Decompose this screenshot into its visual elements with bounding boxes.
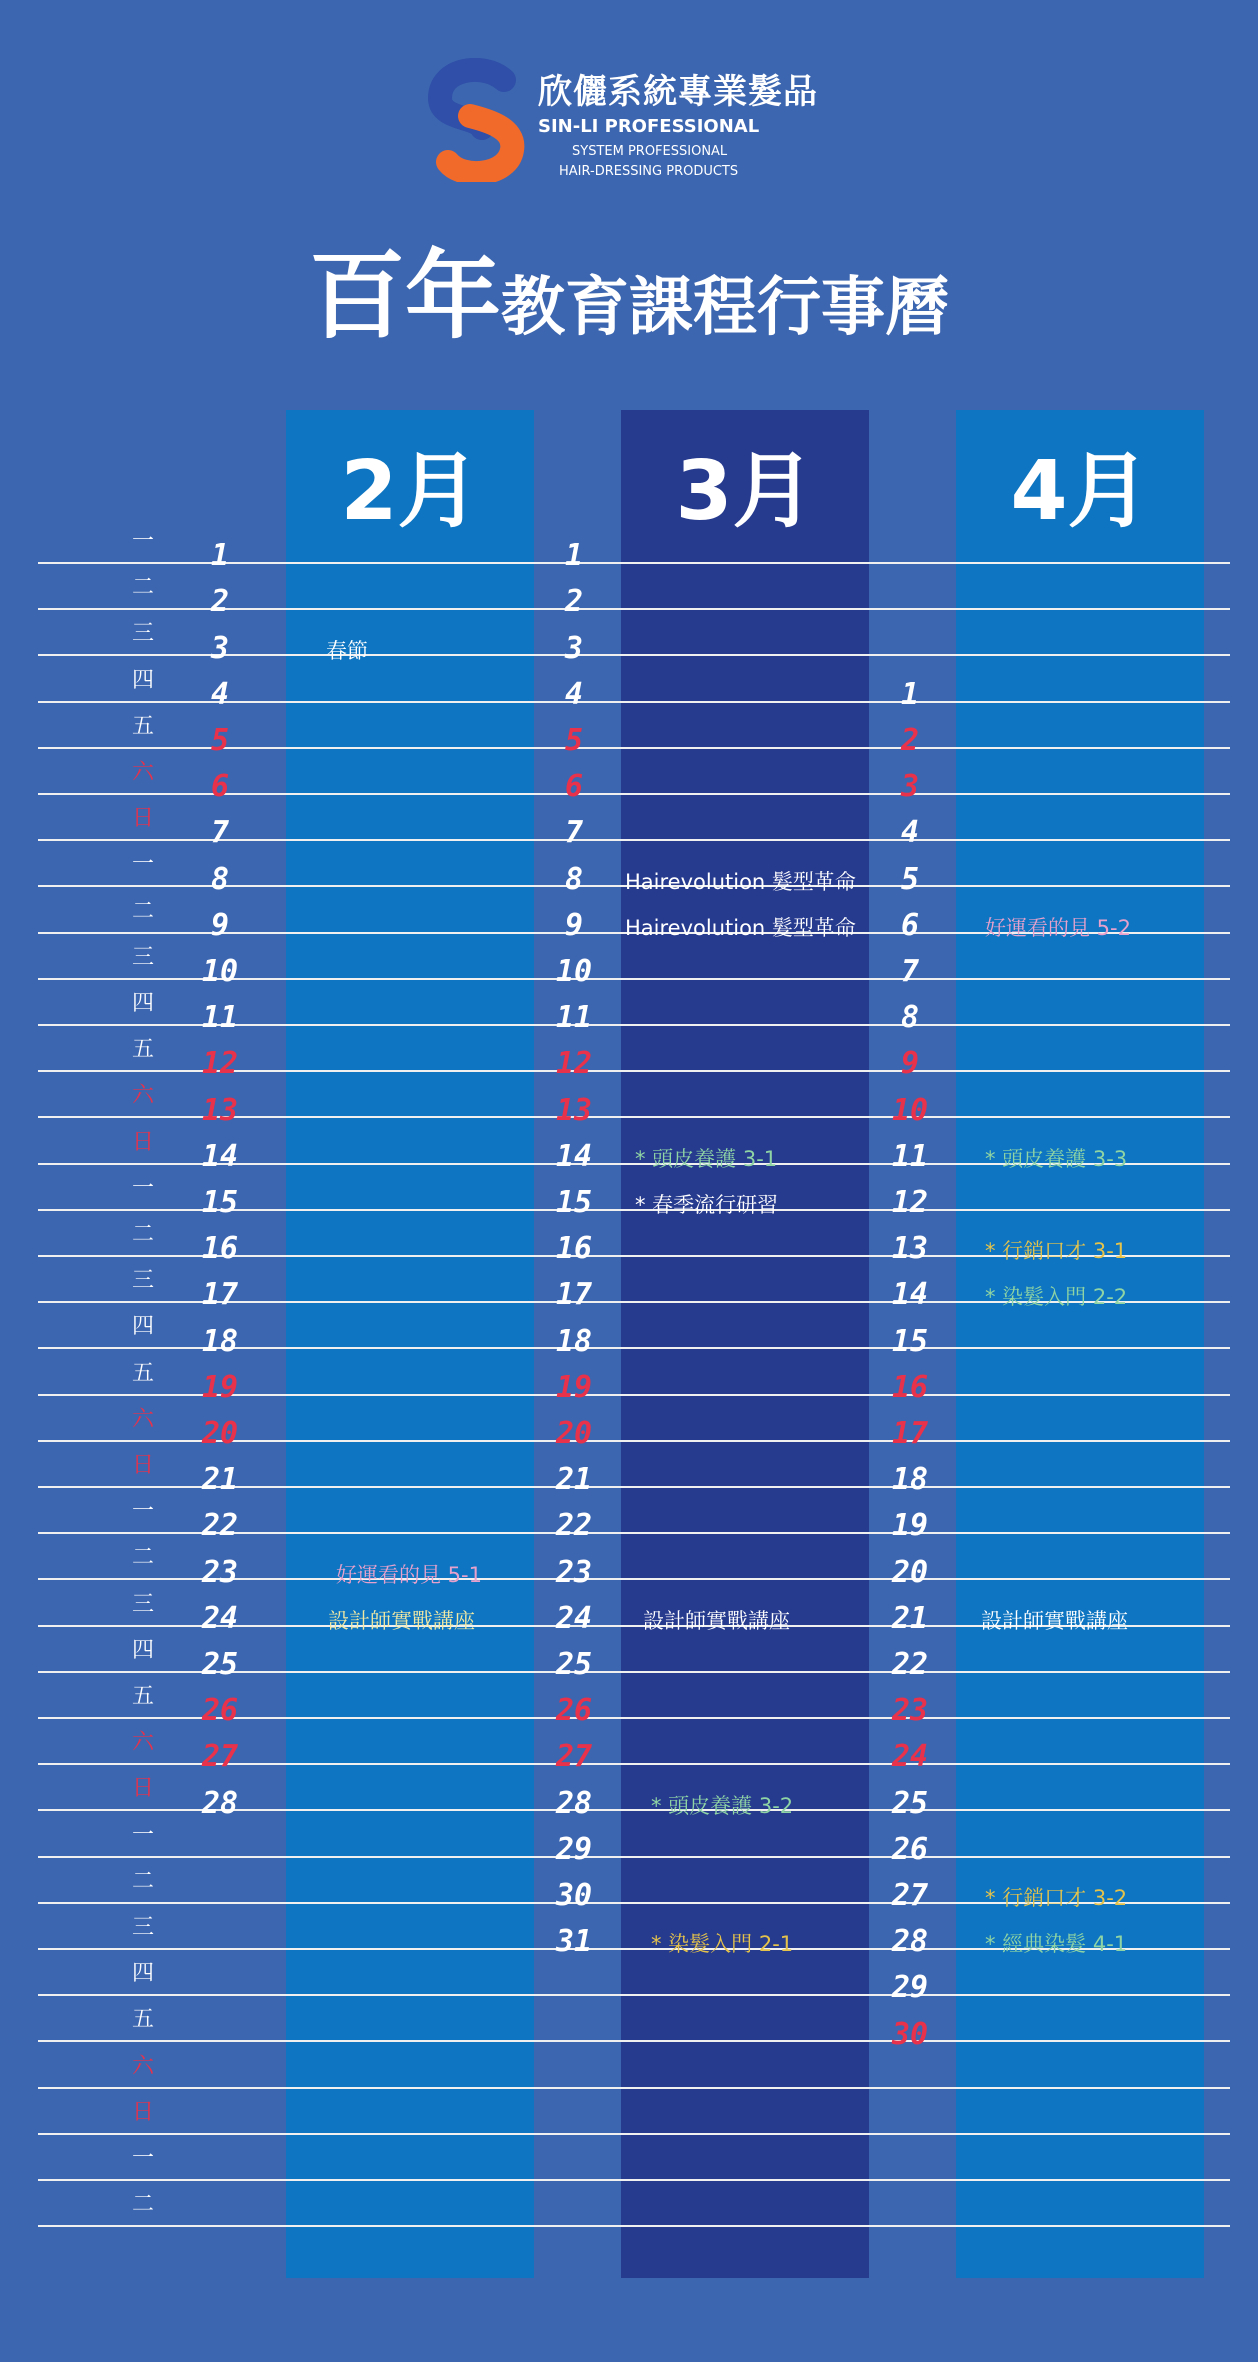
mar-day-number: 26 — [555, 1693, 593, 1729]
weekday-label: 日 — [131, 1453, 154, 1478]
weekday-label: 三 — [131, 944, 154, 970]
weekday-label: 四 — [131, 991, 154, 1016]
apr-day-number: 8 — [900, 1000, 920, 1036]
apr-event: * 頭皮養護 3-3 — [985, 1146, 1128, 1171]
weekday-label: 日 — [131, 1129, 154, 1155]
weekday-label: 二 — [131, 1868, 154, 1894]
apr-event: 好運看的見 5-2 — [985, 915, 1131, 940]
mar-day-number: 5 — [564, 723, 584, 758]
brand-name-chinese: 欣儷系統專業髮品 — [538, 72, 818, 112]
apr-event: * 經典染髮 4-1 — [985, 1932, 1128, 1957]
apr-day-number: 12 — [891, 1185, 929, 1220]
mar-day-number: 30 — [555, 1878, 593, 1913]
weekday-label: 一 — [131, 2146, 154, 2171]
mar-event: * 春季流行研習 — [635, 1193, 779, 1217]
feb-day-number: 4 — [210, 676, 230, 712]
weekday-label: 三 — [131, 1591, 154, 1617]
apr-day-number: 21 — [891, 1600, 929, 1636]
mar-day-number: 27 — [555, 1739, 593, 1775]
mar-day-number: 7 — [564, 815, 584, 851]
apr-day-number: 25 — [891, 1785, 929, 1821]
feb-day-number: 16 — [201, 1231, 239, 1267]
title-big: 百年 — [309, 240, 501, 352]
month-header-feb: 2月 — [340, 444, 480, 539]
feb-day-number: 20 — [201, 1416, 239, 1451]
feb-day-number: 8 — [210, 861, 230, 897]
apr-day-number: 2 — [900, 723, 920, 758]
brand-name-english: SIN-LI PROFESSIONAL — [538, 116, 760, 137]
apr-day-number: 7 — [900, 954, 920, 989]
feb-event: 好運看的見 5-1 — [336, 1562, 482, 1587]
weekday-label: 四 — [131, 1637, 154, 1663]
feb-day-number: 10 — [201, 954, 239, 989]
row-divider — [38, 1994, 1230, 1996]
feb-day-number: 11 — [201, 1000, 239, 1036]
feb-event: 設計師實戰講座 — [328, 1608, 475, 1633]
row-divider — [38, 1856, 1230, 1858]
mar-day-number: 3 — [564, 630, 584, 666]
apr-day-number: 29 — [891, 1970, 929, 2006]
weekday-label: 三 — [131, 621, 154, 647]
feb-day-number: 22 — [201, 1508, 239, 1544]
apr-day-number: 18 — [891, 1462, 929, 1498]
weekday-label: 一 — [131, 1175, 154, 1201]
weekday-label: 六 — [131, 760, 154, 785]
mar-day-number: 2 — [564, 584, 584, 620]
feb-day-number: 18 — [201, 1323, 239, 1359]
apr-day-number: 19 — [891, 1508, 929, 1544]
apr-day-number: 26 — [891, 1831, 929, 1867]
feb-day-number: 19 — [201, 1369, 239, 1405]
weekday-label: 二 — [131, 1545, 154, 1571]
feb-day-number: 5 — [210, 723, 230, 758]
weekday-label: 三 — [131, 1268, 154, 1294]
month-header-apr: 4月 — [1010, 444, 1150, 539]
weekday-label: 二 — [131, 898, 154, 924]
feb-day-number: 7 — [210, 815, 230, 851]
weekday-label: 一 — [131, 852, 154, 878]
mar-day-number: 11 — [555, 1000, 593, 1036]
mar-day-number: 18 — [555, 1323, 593, 1359]
sin-li-logo-icon — [426, 58, 530, 182]
mar-day-number: 4 — [564, 676, 584, 712]
weekday-label: 一 — [131, 529, 154, 554]
apr-day-number: 11 — [891, 1138, 929, 1174]
brand-tagline-2: HAIR-DRESSING PRODUCTS — [559, 164, 739, 179]
feb-day-number: 25 — [201, 1647, 239, 1682]
mar-day-number: 19 — [555, 1369, 593, 1405]
apr-event: * 染髮入門 2-2 — [985, 1285, 1128, 1310]
mar-event: * 染髮入門 2-1 — [651, 1932, 794, 1957]
april-column — [956, 410, 1204, 2278]
february-column — [286, 410, 534, 2278]
apr-day-number: 3 — [900, 769, 920, 805]
mar-event: Hairevolution 髮型革命 — [625, 869, 856, 894]
feb-day-number: 17 — [201, 1277, 239, 1313]
feb-day-number: 14 — [201, 1138, 239, 1174]
weekday-label: 日 — [131, 2099, 154, 2125]
feb-day-number: 27 — [201, 1739, 239, 1775]
row-divider — [38, 2087, 1230, 2089]
mar-day-number: 21 — [555, 1462, 593, 1498]
mar-day-number: 6 — [564, 769, 584, 805]
weekday-label: 四 — [131, 1961, 154, 1987]
row-divider — [38, 2040, 1230, 2042]
mar-day-number: 29 — [555, 1831, 593, 1867]
weekday-label: 四 — [131, 667, 154, 693]
weekday-label: 一 — [131, 1499, 154, 1525]
apr-day-number: 17 — [891, 1416, 929, 1451]
mar-day-number: 23 — [555, 1554, 593, 1590]
mar-event: 設計師實戰講座 — [643, 1608, 790, 1633]
mar-day-number: 16 — [555, 1231, 593, 1267]
apr-event: 設計師實戰講座 — [981, 1608, 1128, 1633]
weekday-label: 一 — [131, 1822, 154, 1848]
apr-day-number: 1 — [900, 676, 920, 712]
weekday-label: 六 — [131, 1083, 154, 1109]
weekday-label: 五 — [131, 713, 154, 739]
weekday-label: 日 — [131, 1776, 154, 1802]
feb-day-number: 12 — [201, 1046, 239, 1082]
apr-day-number: 16 — [891, 1369, 929, 1405]
apr-day-number: 30 — [891, 2016, 929, 2052]
weekday-label: 六 — [131, 2053, 154, 2079]
apr-day-number: 23 — [891, 1693, 929, 1729]
march-column — [621, 410, 869, 2278]
title-small: 教育課程行事曆 — [501, 271, 949, 345]
weekday-label: 六 — [131, 1406, 154, 1432]
apr-day-number: 24 — [891, 1739, 929, 1775]
feb-day-number: 28 — [201, 1785, 239, 1821]
feb-day-number: 6 — [210, 769, 230, 805]
apr-event: * 行銷口才 3-2 — [985, 1886, 1128, 1910]
weekday-label: 日 — [131, 806, 154, 832]
feb-day-number: 21 — [201, 1462, 239, 1498]
apr-day-number: 14 — [891, 1277, 929, 1313]
feb-day-number: 24 — [201, 1600, 239, 1636]
mar-day-number: 1 — [564, 538, 584, 574]
mar-day-number: 20 — [555, 1416, 593, 1451]
row-divider — [38, 2133, 1230, 2135]
mar-day-number: 22 — [555, 1508, 593, 1544]
row-divider — [38, 2225, 1230, 2227]
mar-day-number: 31 — [555, 1924, 593, 1960]
mar-day-number: 8 — [564, 861, 584, 897]
weekday-label: 五 — [131, 1684, 154, 1709]
page-title — [0, 220, 1258, 357]
row-divider — [38, 2179, 1230, 2181]
apr-day-number: 10 — [891, 1092, 929, 1128]
feb-day-number: 26 — [201, 1693, 239, 1729]
weekday-label: 四 — [131, 1314, 154, 1340]
apr-day-number: 22 — [891, 1647, 929, 1682]
feb-day-number: 3 — [210, 630, 230, 666]
apr-day-number: 20 — [891, 1554, 929, 1590]
month-header-mar: 3月 — [675, 444, 815, 539]
mar-day-number: 15 — [555, 1185, 593, 1220]
mar-event: * 頭皮養護 3-1 — [635, 1146, 778, 1171]
feb-event: 春節 — [326, 638, 368, 663]
apr-day-number: 15 — [891, 1323, 929, 1359]
weekday-label: 二 — [131, 575, 154, 601]
apr-day-number: 5 — [900, 861, 920, 897]
apr-day-number: 6 — [900, 907, 920, 943]
mar-event: * 頭皮養護 3-2 — [651, 1793, 794, 1818]
apr-event: * 行銷口才 3-1 — [985, 1239, 1128, 1264]
feb-day-number: 2 — [210, 584, 230, 620]
brand-logo — [426, 58, 826, 186]
mar-day-number: 9 — [564, 907, 584, 943]
apr-day-number: 28 — [891, 1924, 929, 1960]
mar-day-number: 13 — [555, 1092, 593, 1128]
mar-day-number: 24 — [555, 1600, 593, 1636]
feb-day-number: 9 — [210, 907, 230, 943]
mar-day-number: 25 — [555, 1647, 593, 1682]
weekday-label: 六 — [131, 1730, 154, 1756]
weekday-label: 二 — [131, 2192, 154, 2218]
weekday-label: 三 — [131, 1915, 154, 1940]
feb-day-number: 23 — [201, 1554, 239, 1590]
apr-day-number: 13 — [891, 1231, 929, 1267]
feb-day-number: 1 — [210, 538, 230, 574]
mar-day-number: 17 — [555, 1277, 593, 1313]
mar-event: Hairevolution 髮型革命 — [625, 915, 856, 940]
weekday-label: 五 — [131, 1037, 154, 1063]
brand-tagline-1: SYSTEM PROFESSIONAL — [572, 144, 728, 159]
weekday-label: 二 — [131, 1222, 154, 1247]
mar-day-number: 14 — [555, 1138, 593, 1174]
feb-day-number: 13 — [201, 1092, 239, 1128]
weekday-label: 五 — [131, 2007, 154, 2033]
apr-day-number: 27 — [891, 1878, 929, 1913]
apr-day-number: 4 — [900, 815, 920, 851]
weekday-label: 五 — [131, 1360, 154, 1386]
apr-day-number: 9 — [900, 1046, 920, 1082]
feb-day-number: 15 — [201, 1185, 239, 1220]
mar-day-number: 28 — [555, 1785, 593, 1821]
mar-day-number: 10 — [555, 954, 593, 989]
mar-day-number: 12 — [555, 1046, 593, 1082]
